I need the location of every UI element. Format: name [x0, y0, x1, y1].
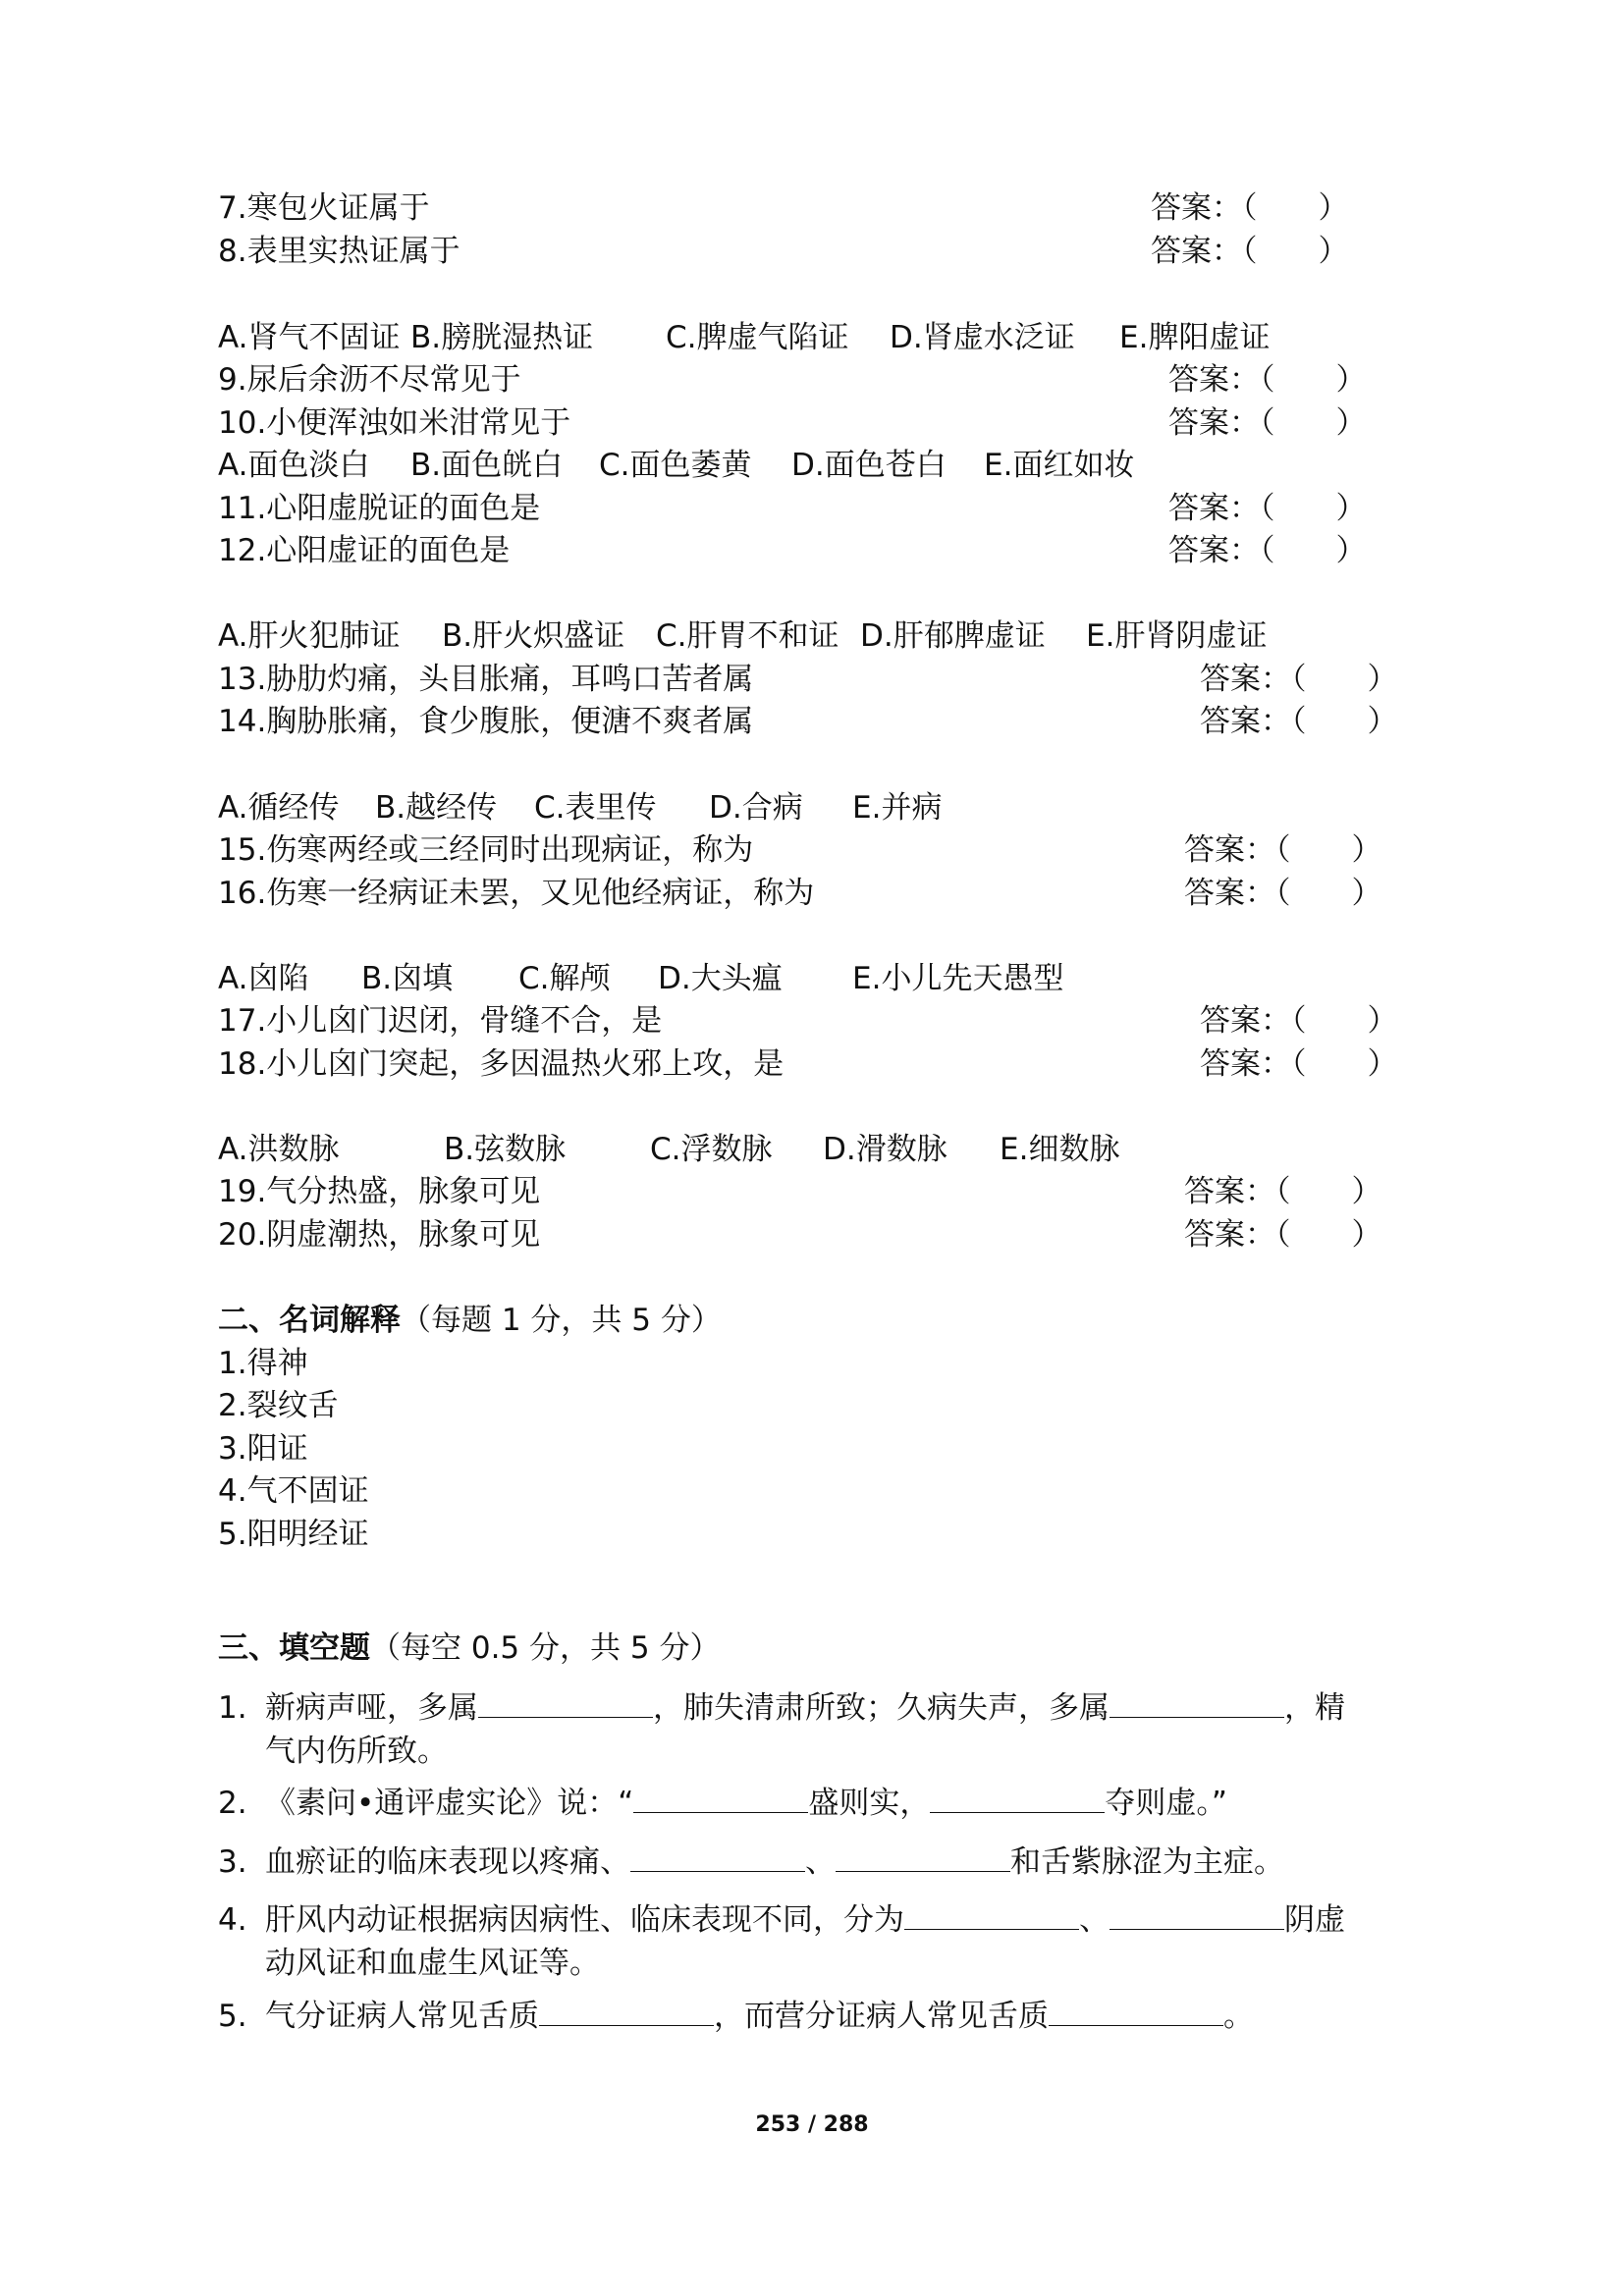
text-segment: 盛则实，: [808, 1786, 931, 1821]
option-d: D.滑数脉: [823, 1132, 947, 1167]
fill-blank[interactable]: [1110, 1899, 1284, 1930]
question-text: 20.阴虚潮热，脉象可见: [218, 1217, 541, 1253]
option-group-6: [218, 1130, 1416, 1169]
fill-blank[interactable]: [478, 1687, 653, 1718]
question-15: [218, 830, 1416, 870]
section-note: （每空 0.5 分，共 5 分）: [370, 1630, 721, 1666]
fill-blank[interactable]: [630, 1842, 805, 1872]
question-number: 4.: [218, 1902, 247, 1938]
option-b: B.膀胱湿热证: [410, 320, 594, 355]
option-a: A.洪数脉: [218, 1132, 340, 1167]
term-1: 1.得神: [218, 1346, 308, 1381]
text-segment: 新病声哑，多属: [265, 1690, 478, 1726]
answer-blank: 答案：（ ）: [1151, 234, 1349, 269]
option-b: B.越经传: [375, 790, 498, 826]
text-segment: 、: [805, 1844, 836, 1880]
text-segment: 阴虚: [1284, 1902, 1345, 1938]
question-17: [218, 1001, 1416, 1041]
question-body: [265, 1686, 1426, 1773]
question-text: 17.小儿囟门迟闭，骨缝不合，是: [218, 1003, 663, 1039]
text-segment: 血瘀证的临床表现以疼痛、: [265, 1844, 630, 1880]
question-number: 2.: [218, 1786, 247, 1821]
option-group-5: [218, 959, 1416, 998]
question-12: [218, 531, 1416, 570]
fill-blank[interactable]: [904, 1899, 1079, 1930]
option-e: E.并病: [852, 790, 943, 826]
section-title: 二、名词解释: [218, 1303, 401, 1338]
option-c: C.面色萎黄: [599, 448, 752, 483]
question-body: [265, 1898, 1426, 1985]
text-segment: ，肺失清肃所致；久病失声，多属: [653, 1690, 1110, 1726]
option-group-3: [218, 616, 1416, 656]
section-3-heading: [218, 1629, 1416, 1668]
option-group-2: [218, 446, 1416, 485]
question-text: 7.寒包火证属于: [218, 190, 430, 226]
section-note: （每题 1 分，共 5 分）: [401, 1303, 722, 1338]
answer-blank: 答案：（ ）: [1200, 662, 1398, 697]
question-text: 12.心阳虚证的面色是: [218, 533, 511, 568]
question-20: [218, 1215, 1416, 1255]
question-text: 11.心阳虚脱证的面色是: [218, 491, 541, 526]
question-13: [218, 660, 1416, 699]
answer-blank: 答案：（ ）: [1184, 832, 1382, 868]
text-segment: ，而营分证病人常见舌质: [714, 1999, 1049, 2034]
option-a: A.囟陷: [218, 961, 309, 996]
question-10: [218, 403, 1416, 443]
term-2: 2.裂纹舌: [218, 1388, 339, 1423]
fill-blank[interactable]: [539, 1996, 714, 2026]
term-3: 3.阳证: [218, 1431, 308, 1467]
option-e: E.面红如妆: [984, 448, 1135, 483]
question-8: [218, 232, 1416, 271]
fill-question-1: [218, 1686, 1426, 1775]
term-5: 5.阳明经证: [218, 1517, 369, 1552]
option-b: B.弦数脉: [444, 1132, 567, 1167]
text-segment: 气内伤所致。: [265, 1734, 448, 1769]
question-16: [218, 874, 1416, 913]
text-segment: ，精: [1284, 1690, 1345, 1726]
answer-blank: 答案：（ ）: [1168, 405, 1367, 441]
text-segment: 《素问•通评虚实论》说：“: [265, 1786, 634, 1821]
fill-question-4: [218, 1898, 1426, 1987]
page-number: 253 / 288: [755, 2112, 869, 2137]
option-group-4: [218, 788, 1416, 828]
fill-blank[interactable]: [1049, 1996, 1223, 2026]
question-19: [218, 1172, 1416, 1211]
question-text: 18.小儿囟门突起，多因温热火邪上攻，是: [218, 1046, 785, 1082]
answer-blank: 答案：（ ）: [1168, 491, 1367, 526]
term-4: 4.气不固证: [218, 1473, 369, 1509]
question-number: 1.: [218, 1690, 247, 1726]
option-a: A.肾气不固证: [218, 320, 401, 355]
text-segment: 动风证和血虚生风证等。: [265, 1946, 600, 1981]
option-c: C.肝胃不和证: [656, 618, 839, 654]
answer-blank: 答案：（ ）: [1168, 533, 1367, 568]
fill-question-2: [218, 1782, 1426, 1825]
question-18: [218, 1044, 1416, 1084]
question-text: 9.尿后余沥不尽常见于: [218, 362, 521, 398]
answer-blank: 答案：（ ）: [1200, 1003, 1398, 1039]
option-d: D.大头瘟: [658, 961, 783, 996]
option-d: D.面色苍白: [791, 448, 947, 483]
option-e: E.脾阳虚证: [1119, 320, 1271, 355]
fill-question-3: [218, 1841, 1426, 1884]
question-text: 19.气分热盛，脉象可见: [218, 1174, 541, 1209]
question-text: 10.小便浑浊如米泔常见于: [218, 405, 571, 441]
question-body: [265, 1995, 1426, 2038]
question-14: [218, 702, 1416, 741]
fill-blank[interactable]: [633, 1783, 808, 1813]
question-text: 15.伤寒两经或三经同时出现病证，称为: [218, 832, 754, 868]
question-9: [218, 360, 1416, 400]
section-title: 三、填空题: [218, 1630, 370, 1666]
question-body: [265, 1782, 1426, 1825]
option-c: C.表里传: [534, 790, 657, 826]
text-segment: 气分证病人常见舌质: [265, 1999, 539, 2034]
question-text: 8.表里实热证属于: [218, 234, 460, 269]
answer-blank: 答案：（ ）: [1168, 362, 1367, 398]
question-7: [218, 188, 1416, 228]
option-b: B.肝火炽盛证: [442, 618, 625, 654]
option-a: A.肝火犯肺证: [218, 618, 401, 654]
question-text: 16.伤寒一经病证未罢，又见他经病证，称为: [218, 876, 815, 911]
option-e: E.细数脉: [1000, 1132, 1120, 1167]
option-c: C.解颅: [518, 961, 611, 996]
question-text: 13.胁肋灼痛，头目胀痛，耳鸣口苦者属: [218, 662, 754, 697]
fill-question-5: [218, 1995, 1426, 2038]
option-group-1: [218, 318, 1416, 357]
question-number: 5.: [218, 1999, 247, 2034]
text-segment: 和舌紫脉涩为主症。: [1010, 1844, 1284, 1880]
answer-blank: 答案：（ ）: [1184, 1174, 1382, 1209]
question-number: 3.: [218, 1844, 247, 1880]
answer-blank: 答案：（ ）: [1200, 704, 1398, 739]
option-e: E.肝肾阴虚证: [1086, 618, 1268, 654]
option-b: B.囟填: [361, 961, 454, 996]
section-2-heading: [218, 1301, 1416, 1340]
text-segment: 、: [1079, 1902, 1110, 1938]
answer-blank: 答案：（ ）: [1184, 1217, 1382, 1253]
fill-blank[interactable]: [836, 1842, 1010, 1872]
answer-blank: 答案：（ ）: [1184, 876, 1382, 911]
option-c: C.脾虚气陷证: [666, 320, 849, 355]
text-segment: 。: [1223, 1999, 1254, 2034]
option-d: D.肝郁脾虚证: [860, 618, 1046, 654]
option-a: A.面色淡白: [218, 448, 370, 483]
answer-blank: 答案：（ ）: [1151, 190, 1349, 226]
option-d: D.肾虚水泛证: [890, 320, 1075, 355]
option-b: B.面色㿠白: [410, 448, 564, 483]
option-c: C.浮数脉: [650, 1132, 773, 1167]
question-text: 14.胸胁胀痛，食少腹胀，便溏不爽者属: [218, 704, 754, 739]
question-body: [265, 1841, 1426, 1884]
text-segment: 肝风内动证根据病因病性、临床表现不同，分为: [265, 1902, 904, 1938]
answer-blank: 答案：（ ）: [1200, 1046, 1398, 1082]
option-e: E.小儿先天愚型: [852, 961, 1064, 996]
fill-blank[interactable]: [930, 1783, 1105, 1813]
option-d: D.合病: [709, 790, 803, 826]
option-a: A.循经传: [218, 790, 340, 826]
question-11: [218, 489, 1416, 528]
text-segment: 夺则虚。”: [1105, 1786, 1227, 1821]
fill-blank[interactable]: [1110, 1687, 1284, 1718]
